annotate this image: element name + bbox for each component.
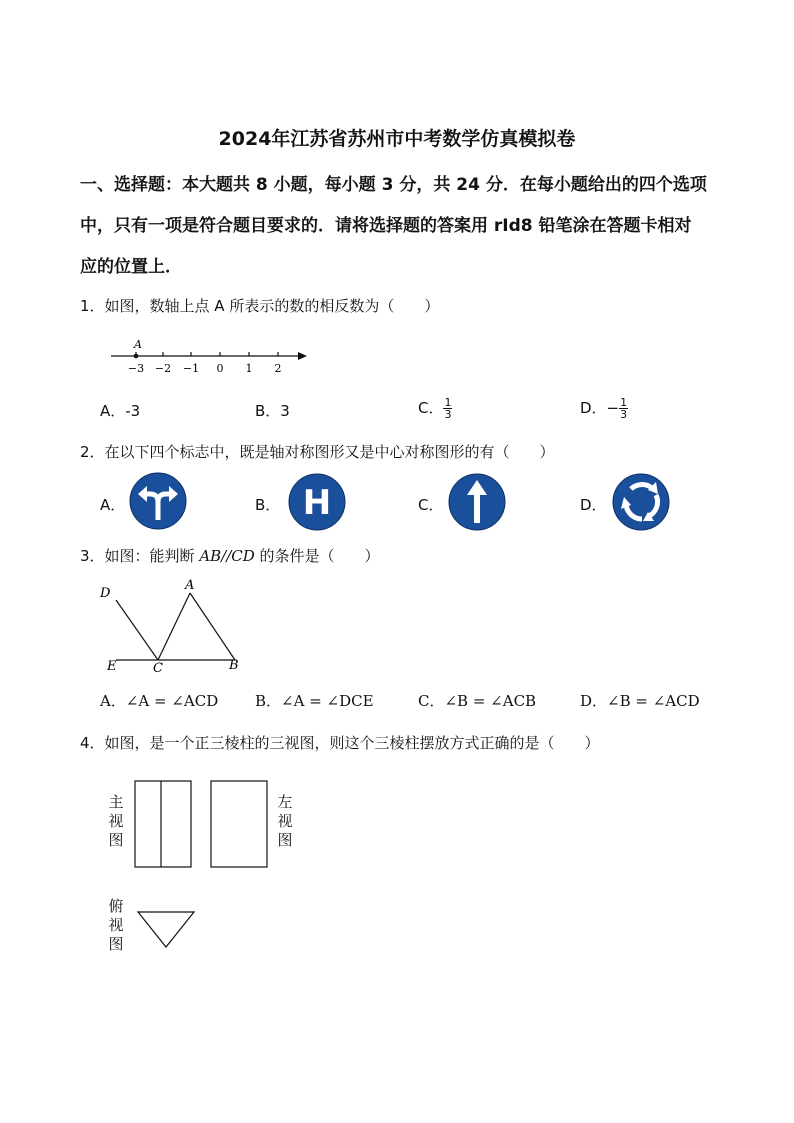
- section-heading-line-1: 一、选择题：本大题共 8 小题，每小题 3 分，共 24 分．在每小题给出的四个选项: [80, 175, 707, 195]
- top-view-triangle: [136, 910, 198, 950]
- question-3-stem-suffix: 的条件是（ ）: [254, 547, 380, 565]
- question-1-stem: 1．如图，数轴上点 A 所表示的数的相反数为（ ）: [80, 297, 440, 315]
- page-title: 2024年江苏省苏州市中考数学仿真模拟卷: [218, 128, 576, 150]
- tick-label: −3: [127, 362, 145, 375]
- number-line-figure: [105, 336, 315, 380]
- q2-option-b-label: B．: [255, 496, 281, 514]
- question-2-stem: 2．在以下四个标志中，既是轴对称图形又是中心对称图形的有（ ）: [80, 443, 555, 461]
- question-3-stem-prefix: 3．如图：能判断: [80, 547, 200, 565]
- q2-option-d-label: D．: [580, 496, 607, 514]
- tick-label: −2: [154, 362, 172, 375]
- q1-option-c-prefix: C．: [418, 399, 444, 417]
- three-views-figure: [134, 780, 274, 870]
- front-view-label: 主视图: [108, 793, 124, 849]
- vertex-label-e: E: [107, 659, 117, 674]
- svg-text:H: H: [302, 483, 332, 523]
- left-view-rect: [211, 781, 267, 867]
- tick-label: −1: [182, 362, 200, 375]
- roundabout-sign-icon: [612, 473, 670, 531]
- q1-option-a: A．-3: [100, 402, 141, 420]
- q3-option-d: D．∠B = ∠ACD: [580, 692, 700, 710]
- hospital-h-sign-icon: [288, 473, 346, 531]
- tick-label: 0: [216, 362, 224, 375]
- tick-label: 1: [245, 362, 253, 375]
- q3-option-a: A．∠A = ∠ACD: [100, 692, 219, 710]
- vertex-label-d: D: [100, 586, 111, 601]
- section-heading-line-2: 中，只有一项是符合题目要求的．请将选择题的答案用 rId8 铅笔涂在答题卡相对: [80, 216, 692, 236]
- q1-option-c: [418, 397, 452, 420]
- left-view-label: 左视图: [277, 793, 293, 849]
- question-3-stem: [80, 545, 380, 566]
- question-4-stem: 4．如图，是一个正三棱柱的三视图，则这个三棱柱摆放方式正确的是（ ）: [80, 734, 600, 752]
- geometry-figure: [98, 576, 248, 674]
- vertex-label-a: A: [185, 578, 195, 593]
- point-a-label: A: [134, 338, 142, 351]
- q2-option-c-label: C．: [418, 496, 444, 514]
- straight-ahead-sign-icon: [448, 473, 506, 531]
- q3-option-b: B．∠A = ∠DCE: [255, 692, 374, 710]
- q3-option-c: C．∠B = ∠ACB: [418, 692, 537, 710]
- front-view-rect: [135, 781, 191, 867]
- vertex-label-b: B: [229, 658, 239, 673]
- q2-option-a-label: A．: [100, 496, 126, 514]
- tick-label: 2: [274, 362, 282, 375]
- q1-option-b: B．3: [255, 402, 290, 420]
- fraction-one-third: $\frac{1}{3}$: [620, 396, 628, 421]
- vertex-label-c: C: [153, 661, 163, 674]
- section-heading-line-3: 应的位置上．: [80, 257, 182, 277]
- turn-left-or-right-sign-icon: [129, 472, 187, 530]
- top-view-label: 俯视图: [108, 897, 124, 953]
- fraction-one-third: $\frac{1}{3}$: [444, 396, 452, 421]
- q1-option-d-prefix: D．−: [580, 399, 620, 417]
- q1-option-d: [580, 397, 628, 420]
- point-a-marker: [134, 354, 139, 359]
- question-3-math: AB//CD: [199, 547, 255, 565]
